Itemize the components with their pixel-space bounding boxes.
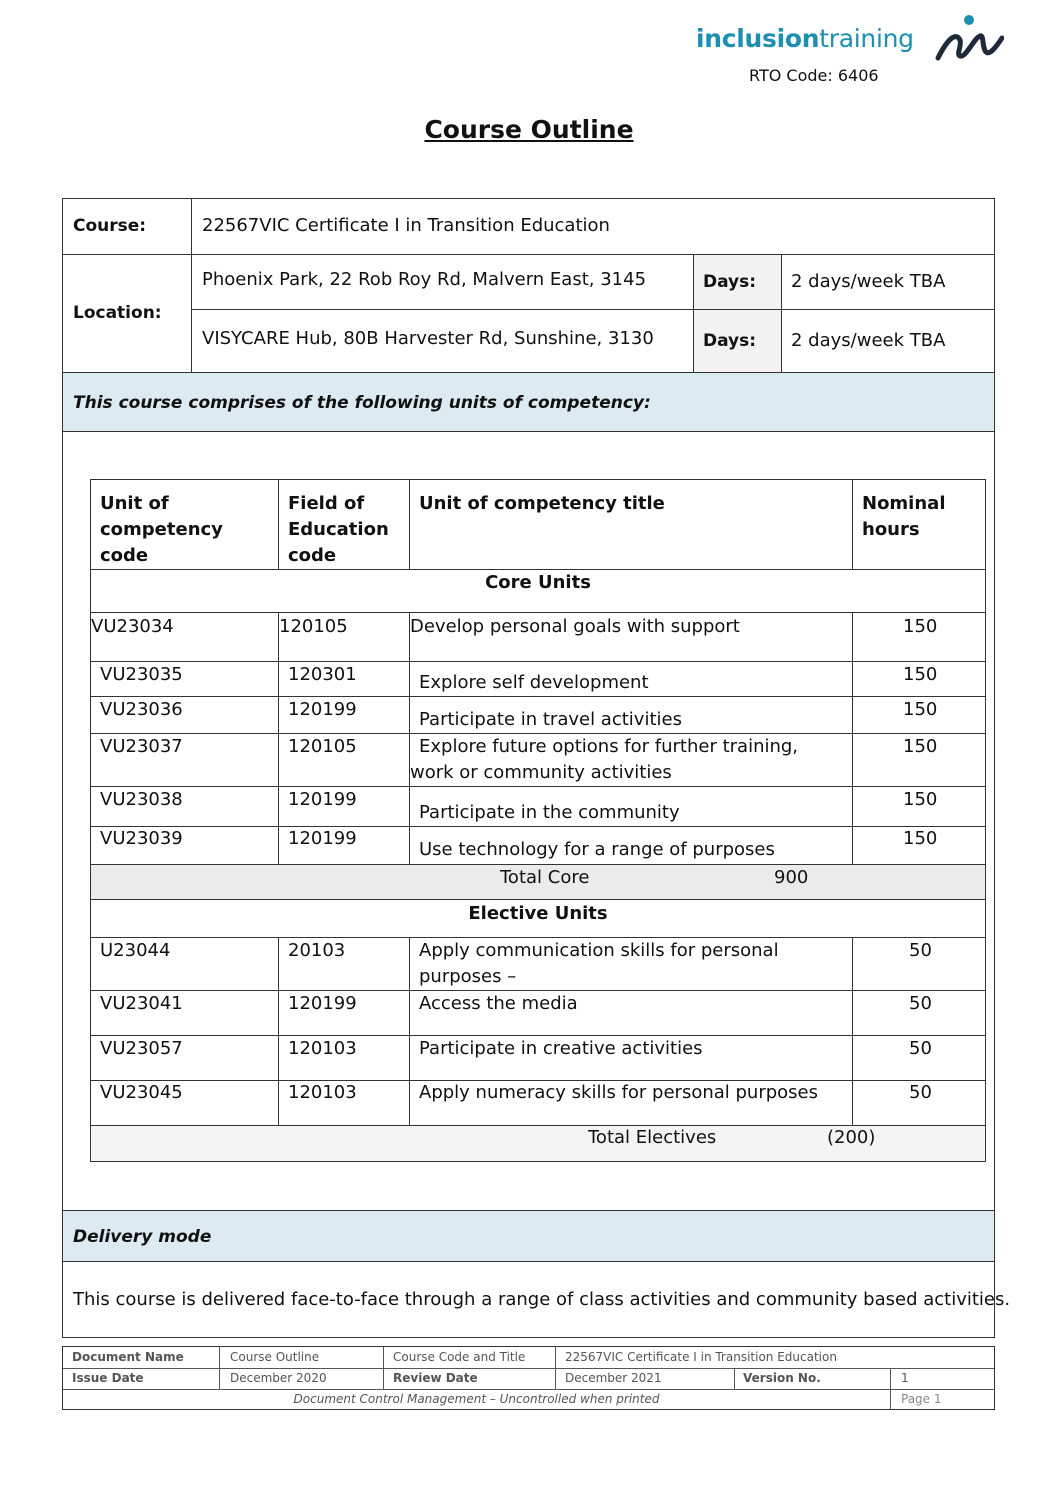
company-logo [696,14,1006,64]
delivery-text: This course is delivered face-to-face through a range of class activities and community based activities. [73,1289,1011,1310]
days-label-1: Days: [703,272,757,292]
version-value: 1 [901,1371,909,1385]
issue-date-label: Issue Date [72,1371,144,1385]
elective-foe-4: 120103 [288,1082,357,1103]
total-electives-label: Total Electives [588,1127,717,1148]
code-title-value: 22567VIC Certificate I in Transition Education [565,1350,837,1364]
core-hours-2: 150 [903,664,938,685]
logo-text-light: training [819,24,914,53]
core-title-5: Participate in the community [419,802,680,823]
core-foe-4: 120105 [288,736,357,757]
core-foe-1: 120105 [279,616,348,637]
elective-hours-1: 50 [909,940,932,961]
header-nominal-hours: Nominal hours [862,493,946,540]
elective-foe-1: 20103 [288,940,346,961]
elective-code-1: U23044 [100,940,171,961]
days-value-2: 2 days/week TBA [791,330,946,351]
page-title: Course Outline [424,115,634,144]
core-code-5: VU23038 [100,789,183,810]
core-hours-6: 150 [903,828,938,849]
core-code-2: VU23035 [100,664,183,685]
elective-title-1: Apply communication skills for personal purposes – [419,940,779,987]
location-address-1: Phoenix Park, 22 Rob Roy Rd, Malvern East, 3145 [202,269,647,290]
delivery-heading: Delivery mode [73,1227,212,1247]
logo-text-bold: inclusion [696,24,820,53]
core-code-6: VU23039 [100,828,183,849]
core-code-3: VU23036 [100,699,183,720]
core-code-1: VU23034 [91,616,174,637]
elective-hours-4: 50 [909,1082,932,1103]
total-electives-value: (200) [827,1127,876,1148]
rto-code: RTO Code: 6406 [749,66,879,85]
header-unit-code: Unit of competency code [100,493,223,566]
core-hours-5: 150 [903,789,938,810]
header-unit-title: Unit of competency title [419,493,665,514]
elective-title-2: Access the media [419,993,578,1014]
elective-title-4: Apply numeracy skills for personal purposes [419,1082,818,1103]
document-control-footer [62,1346,995,1410]
doc-name-label: Document Name [72,1350,184,1364]
total-core-label: Total Core [500,867,590,888]
course-label: Course: [73,216,147,236]
core-title-2: Explore self development [419,672,649,693]
header-foe-code: Field of Education code [288,493,389,566]
elective-hours-3: 50 [909,1038,932,1059]
core-hours-4: 150 [903,736,938,757]
core-title-3: Participate in travel activities [419,709,682,730]
review-date-label: Review Date [393,1371,478,1385]
core-title-1: Develop personal goals with support [410,616,740,637]
location-label: Location: [73,303,162,323]
logo-mark-icon [934,14,1004,64]
core-title-4: Explore future options for further training, work or community activities [410,736,799,783]
version-label: Version No. [743,1371,821,1385]
location-address-2: VISYCARE Hub, 80B Harvester Rd, Sunshine, 3130 [202,328,654,349]
core-foe-6: 120199 [288,828,357,849]
core-hours-1: 150 [903,616,938,637]
core-title-6: Use technology for a range of purposes [419,839,775,860]
elective-code-4: VU23045 [100,1082,183,1103]
days-value-1: 2 days/week TBA [791,271,946,292]
doc-name-value: Course Outline [230,1350,320,1364]
review-date-value: December 2021 [565,1371,662,1385]
elective-code-3: VU23057 [100,1038,183,1059]
core-foe-5: 120199 [288,789,357,810]
core-foe-3: 120199 [288,699,357,720]
core-foe-2: 120301 [288,664,357,685]
core-code-4: VU23037 [100,736,183,757]
core-units-heading: Core Units [485,572,591,593]
core-hours-3: 150 [903,699,938,720]
control-notice: Document Control Management – Uncontrolled when printed [293,1392,660,1406]
code-title-label: Course Code and Title [393,1350,526,1364]
total-core-value: 900 [774,867,809,888]
course-value: 22567VIC Certificate I in Transition Education [202,215,610,236]
elective-units-heading: Elective Units [468,903,608,924]
units-table [90,479,986,1162]
days-label-2: Days: [703,331,757,351]
elective-hours-2: 50 [909,993,932,1014]
issue-date-value: December 2020 [230,1371,327,1385]
elective-title-3: Participate in creative activities [419,1038,703,1059]
elective-foe-3: 120103 [288,1038,357,1059]
units-heading: This course comprises of the following units of competency: [73,393,651,413]
elective-foe-2: 120199 [288,993,357,1014]
elective-code-2: VU23041 [100,993,183,1014]
page-number: Page 1 [901,1392,942,1406]
